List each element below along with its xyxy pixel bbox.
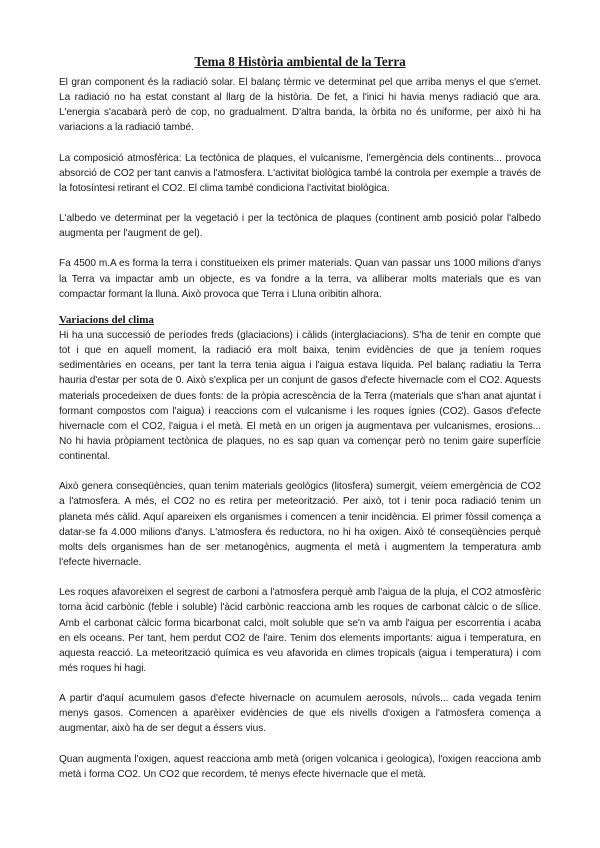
document-page — [59, 54, 541, 797]
paragraph-albedo: L'albedo ve determinat per la vegetació i per la tectònica de plaques (continent amb posició polar l'albedo augmenta per l'augment de gel). — [59, 213, 541, 240]
paragraph-carbon-sequestration: Les roques afavoreixen el segrest de carboni a l'atmosfera perquè amb l'aigua de la pluja, el CO2 atmosfèric torna àcid carbònic (feble i soluble) l'àcid carbònic reacciona amb les roques de carbonat càlcic o de sílice. Amb el carbonat càlcic forma bicarbonat calci, molt soluble que se'n va amb l'aigua per escorrentia i acaba en els oceans. Per tant, hem perdut CO2 de l'aire. Tenim dos elements importants: aigua i temperatura, en aquesta reacció. La meteorització química es veu afavorida en climes tropicals (aigua i temperatura) i com més roques hi hagi. — [59, 587, 541, 674]
section-heading-climate-variations: Variacions del clima — [59, 313, 154, 326]
paragraph-atmospheric-composition: La composició atmosfèrica: La tectònica de plaques, el vulcanisme, l'emergència dels continents... provoca absorció de CO2 per tant canvis a l'atmosfera. L'activitat biològica també la controla per exemple a través de la fotosíntesi retirant el CO2. El clima també condiciona l'activitat biològica. — [59, 152, 541, 194]
paragraph-consequences: Això genera conseqüències, quan tenim materials geològics (litosfera) sumergit, veiem emergència de CO2 a l'atmosfera. A més, el CO2 no es retira per meteorització. Per això, tot i tenir poca radiació tenim un planeta més càlid. Aquí apareixen els organismes i comencen a tenir incidència. El primer fòssil comença a datar-se fa 4.000 milions d'anys. L'atmosfera és reductora, no hi ha oxigen. Això té conseqüències perquè molts dels organismes han de ser metanogènics, augmenta el metà i augmentem la temperatura amb l'efecte hivernacle. — [59, 481, 541, 569]
paragraph-oxygen-methane: Quan augmenta l'oxigen, aquest reacciona amb metà (origen volcanica i geologica), l'oxigen reacciona amb metà i forma CO2. Un CO2 que recordem, té menys efecte hivernacle que el metà. — [59, 753, 541, 780]
paragraph-radiation: El gran component és la radiació solar. El balanç tèrmic ve determinat pel que arriba menys el que s'emet. La radiació no ha estat constant al llarg de la història. De fet, a l'inici hi havia menys radiació que ara. L'energia s'acabarà però de cop, no gradualment. D'altra banda, la òrbita no és uniforme, per això hi ha variacions a la radiació també. — [59, 77, 541, 134]
paragraph-greenhouse-gases: A partir d'aquí acumulem gasos d'efecte hivernacle on acumulem aerosols, núvols... cada vegada tenim menys gasos. Comencen a aparèixer evidències de que els nivells d'oxigen a l'atmosfera comença a augmentar, això ha de ser degut a éssers vius. — [59, 693, 541, 735]
document-title: Tema 8 Història ambiental de la Terra — [194, 54, 406, 69]
paragraph-earth-formation: Fa 4500 m.A es forma la terra i constitueixen els primer materials. Quan van passar uns 1000 milions d'anys la Terra va impactar amb un objecte, es va fondre a la terra, va alliberar molts materials que es van compactar formant la lluna. Això provoca que Terra i Lluna oribitin alhora. — [59, 258, 541, 300]
paragraph-glaciations: Hi ha una successió de períodes freds (glaciacions) i càlids (interglaciacions). S'ha de tenir en compte que tot i que en aquell moment, la radiació era molt baixa, tenim evidències de que ja teníem roques sedimentàries en oceans, per tant la terra tenia aigua i l'aigua estava líquida. Pel balanç radiatiu la Terra hauria d'estar per sota de 0. Això s'explica per un conjunt de gasos d'efecte hivernacle com el CO2. Aquests materials procedeixen de dues fonts: de la pròpia acrescència de la Terra (materials que s'han anat ajuntat i formant compostos com l'aigua) i reaccions com el vulcanisme i les roques ígnies (CO2). Gasos d'efecte hivernacle com el CO2, l'aigua i el metà. El metà en un origen ja augmentava per vulcanismes, erosions... No hi havia pròpiament tectònica de plaques, no es sap quan va començar però no tenim gaire superfície continental. — [59, 329, 541, 463]
